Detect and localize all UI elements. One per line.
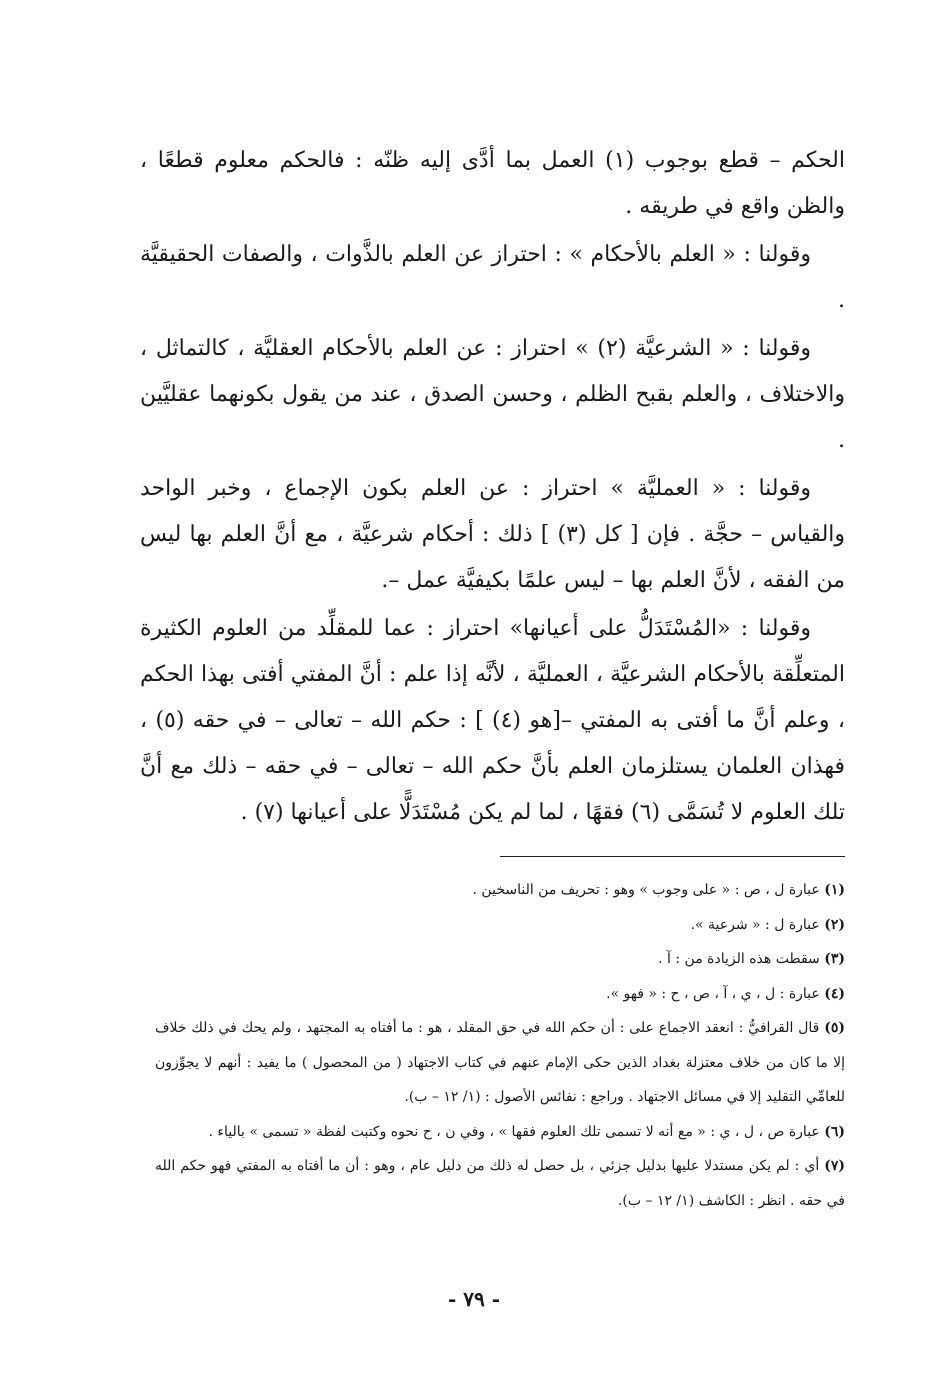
footnote-1 (155, 873, 845, 908)
footnote-number: (٣) (824, 951, 845, 967)
footnote-number: (٦) (824, 1123, 845, 1140)
paragraph-knowledge-of-rulings: وقولنا : « العلم بالأحكام » : احتراز عن العلم بالذَّوات ، والصفات الحقيقيَّة . (140, 242, 845, 313)
footnote-5 (155, 1011, 845, 1115)
page-number: - ٧٩ - (447, 1287, 500, 1311)
footnote-number: (٤) (824, 985, 845, 1002)
footnote-divider (500, 856, 845, 857)
footnote-text: عبارة : ل ، ي ، آ ، ص ، ح : « فهو ». (606, 985, 820, 1002)
paragraph-practical-rulings: وقولنا : « العمليَّة » احتراز : عن العلم بكون الإجماع ، وخبر الواحد والقياس – حجَّة . فإن [ كل (٣) ] ذلك : أحكام شرعيَّة ، مع أنَّ العلم بها ليس من الفقه ، لأنَّ العلم بها – ليس علمًا بكيفيَّة عمل –. (140, 476, 846, 593)
footnote-7 (155, 1149, 845, 1218)
footnote-number: (١) (824, 882, 845, 898)
footnote-text: عبارة ص ، ل ، ي : « مع أنه لا تسمى تلك العلوم فقها » ، وفي ن ، ح نحوه وكتبت لفظة « تسمى » بالياء . (208, 1123, 820, 1140)
footnote-number: (٢) (824, 916, 845, 933)
footnote-number: (٧) (824, 1158, 845, 1174)
footnote-number: (٥) (824, 1020, 845, 1036)
footnote-text: أي : لم يكن مستدلا عليها بدليل جزئي ، بل حصل له ذلك من دليل عام ، وهو : أن ما أفتاه به المفتي فهو حكم الله في حقه . انظر : الكاشف (١/ ١٢ – ب). (155, 1158, 845, 1209)
footnote-text: سقطت هذه الزيادة من : آ . (658, 951, 820, 967)
footnote-2 (155, 908, 845, 943)
footnotes-section (155, 873, 845, 1218)
footnote-text: عبارة ل ، ص : « على وجوب » وهو : تحريف من الناسخين . (472, 882, 820, 898)
paragraph-continuation: الحكم – قطع بوجوب (١) العمل بما أدَّى إليه ظنّه : فالحكم معلوم قطعًا ، والظن واقع في طريقه . (140, 148, 845, 219)
footnote-4 (155, 977, 845, 1012)
footnote-6 (155, 1115, 845, 1150)
footnote-text: عبارة ل : « شرعية ». (690, 916, 820, 933)
main-text-body (140, 138, 845, 838)
paragraph-inferred-specifics: وقولنا : «المُسْتَدَلُّ على أعيانها» احتراز : عما للمقلِّد من العلوم الكثيرة المتعلِّقة بالأحكام الشرعيَّة ، العمليَّة ، لأنَّه إذا علم : أنَّ المفتي أفتى بهذا الحكم ، وعلم أنَّ ما أفتى به المفتي –[هو (٤) ] : حكم الله – تعالى – في حقه (٥) ، فهذان العلمان يستلزمان العلم بأنَّ حكم الله – تعالى – في حقه – ذلك مع أنَّ تلك العلوم لا تُسَمَّى (٦) فقهًا ، لما لم يكن مُسْتَدَلًّا على أعيانها (٧) . (140, 616, 845, 825)
footnote-text: قال القرافيُّ : انعقد الاجماع على : أن حكم الله في حق المقلد ، هو : ما أفتاه به المجتهد ، ولم يحك في ذلك خلاف إلا ما كان من خلاف معتزلة بغداد الذين حكى الإمام عنهم في كتاب الاجتهاد ( من المحصول ) ما يفيد : أنهم لا يجوِّزون للعامِّي التقليد إلا في مسائل الاجتهاد . وراجع : نفائس الأصول : (١/ ١٢ – ب). (155, 1020, 845, 1105)
footnote-3 (155, 942, 845, 977)
paragraph-legal-rulings: وقولنا : « الشرعيَّة (٢) » احتراز : عن العلم بالأحكام العقليَّة ، كالتماثل ، والاختلاف ، والعلم بقبح الظلم ، وحسن الصدق ، عند من يقول بكونهما عقليَّين . (140, 336, 845, 453)
